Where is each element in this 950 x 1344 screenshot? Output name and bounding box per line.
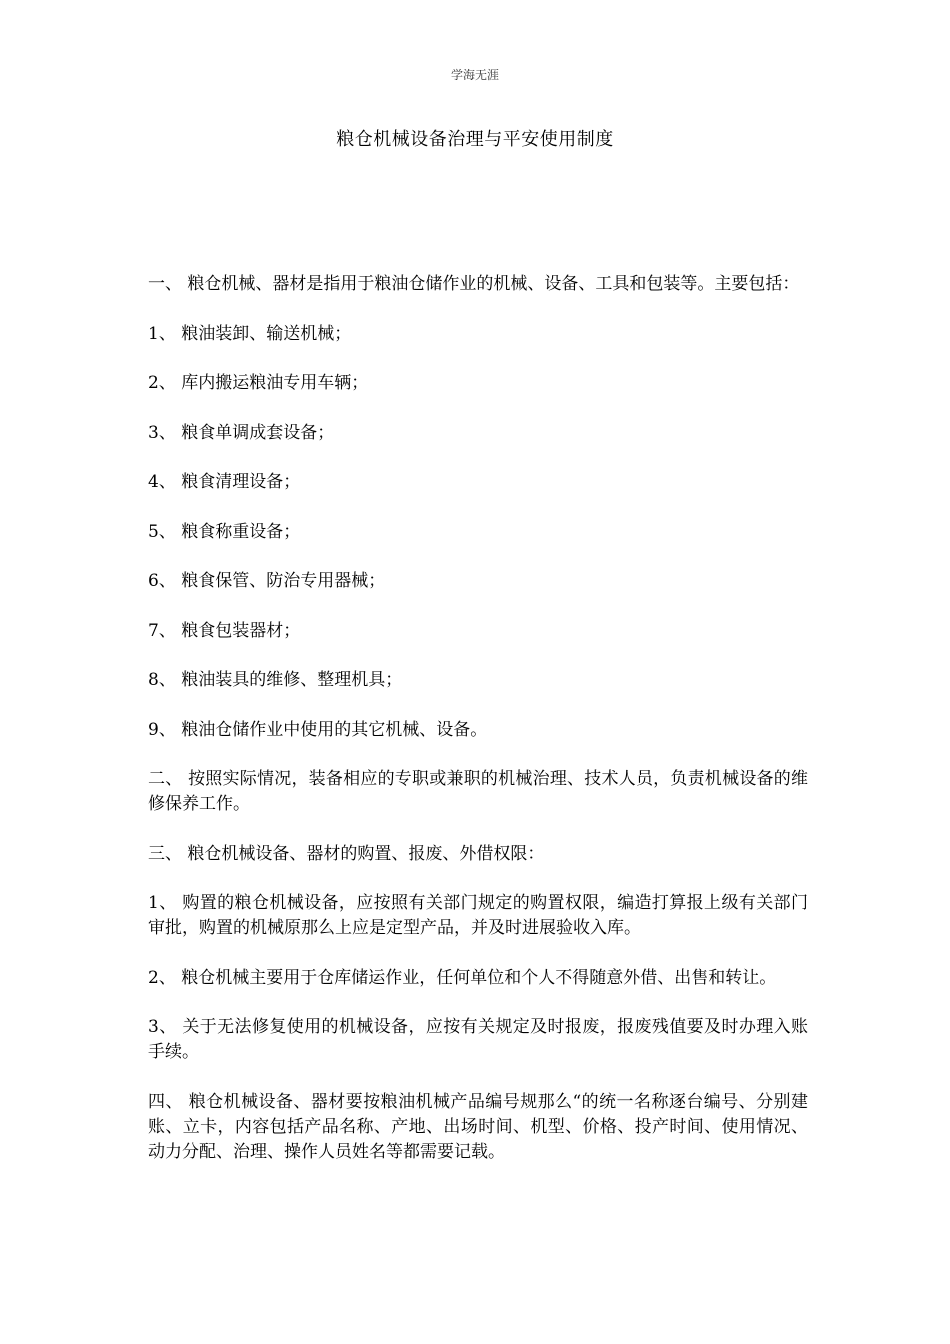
paragraph-section-3: 三、 粮仓机械设备、器材的购置、报废、外借权限： — [148, 843, 545, 864]
header-note: 学海无涯 — [450, 68, 499, 82]
list-item-5: 5、 粮食称重设备； — [148, 521, 301, 542]
list-item-1: 1、 粮油装卸、输送机械； — [148, 323, 352, 344]
sub-item-3-1: 1、 购置的粮仓机械设备，应按照有关部门规定的购置权限，编造打算报上级有关部门审批，购置的机械原那么上应是定型产品，并及时进展验收入库。 — [148, 893, 808, 938]
document-body — [148, 272, 808, 1189]
list-item-4: 4、 粮食清理设备； — [148, 472, 301, 492]
paragraph-section-1: 一、 粮仓机械、器材是指用于粮油仓储作业的机械、设备、工具和包装等。主要包括： — [148, 274, 800, 294]
paragraph-section-2: 二、 按照实际情况，装备相应的专职或兼职的机械治理、技术人员，负责机械设备的维修保养工作。 — [148, 769, 808, 814]
paragraph-section-4: 四、 粮仓机械设备、器材要按粮油机械产品编号规那么“的统一名称逐台编号、分别建账、立卡，内容包括产品名称、产地、出场时间、机型、价格、投产时间、使用情况、动力分配、治理、操作人员姓名等都需要记载。 — [148, 1091, 808, 1162]
list-item-9: 9、 粮油仓储作业中使用的其它机械、设备。 — [148, 719, 488, 740]
document-title: 粮仓机械设备治理与平安使用制度 — [336, 129, 614, 150]
sub-item-3-3: 3、 关于无法修复使用的机械设备，应按有关规定及时报废，报废残值要及时办理入账手续。 — [148, 1017, 808, 1062]
list-item-3: 3、 粮食单调成套设备； — [148, 422, 335, 443]
sub-item-3-2: 2、 粮仓机械主要用于仓库储运作业，任何单位和个人不得随意外借、出售和转让。 — [148, 967, 777, 988]
list-item-2: 2、 库内搬运粮油专用车辆； — [148, 373, 369, 393]
list-item-7: 7、 粮食包装器材； — [148, 620, 301, 641]
list-item-6: 6、 粮食保管、防治专用器械； — [148, 571, 386, 591]
list-item-8: 8、 粮油装具的维修、整理机具； — [148, 670, 403, 690]
